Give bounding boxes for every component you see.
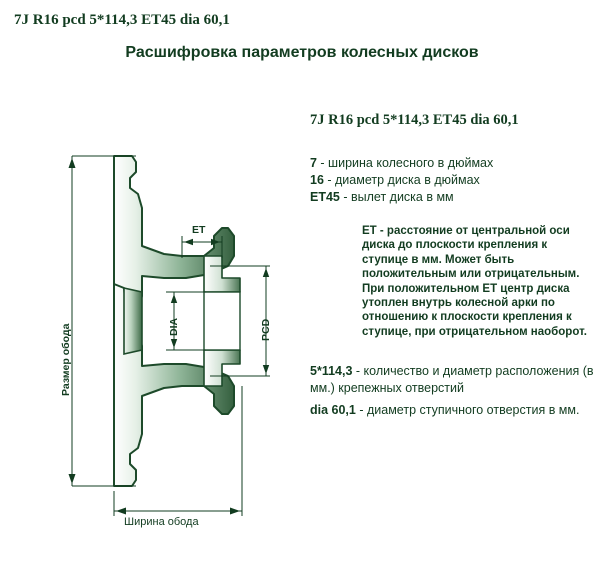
- legend-text-diameter: - диаметр диска в дюймах: [323, 173, 480, 187]
- legend-text-dia: - диаметр ступичного отверстия в мм.: [355, 403, 580, 418]
- legend-text-pcd: - количество и диаметр расположения (в мм.) крепежных отверстий: [310, 364, 594, 395]
- hub-mounting-pad-lower: [204, 350, 240, 386]
- legend-item-dia: [310, 402, 600, 419]
- legend-item-diameter: [310, 172, 600, 189]
- top-code-heading: 7J R16 pcd 5*114,3 ET45 dia 60,1: [14, 12, 230, 28]
- wheel-cross-section-diagram: [14, 96, 304, 546]
- legend-key-dia: dia 60,1: [310, 403, 356, 418]
- label-dia: DIA: [168, 317, 180, 336]
- label-et: ET: [192, 224, 206, 236]
- legend-text-et: - вылет диска в мм: [339, 190, 454, 204]
- label-pcd: PCD: [260, 318, 272, 341]
- legend-item-width: [310, 155, 600, 172]
- legend-key-pcd: 5*114,3: [310, 364, 353, 379]
- label-rim-width: Ширина обода: [124, 516, 199, 528]
- legend-panel: [310, 112, 600, 419]
- legend-item-pcd: [310, 363, 600, 396]
- hub-mounting-pad-upper: [204, 256, 240, 292]
- hub-bore: [204, 292, 240, 350]
- legend-item-et: [310, 189, 600, 206]
- page-title: Расшифровка параметров колесных дисков: [125, 44, 479, 61]
- legend-key-et: ET45: [310, 190, 340, 204]
- legend-key-width: 7: [310, 156, 317, 170]
- label-rim-size: Размер обода: [60, 323, 72, 396]
- wheel-center-disc: [124, 288, 142, 354]
- legend-et-note: ЕТ - расстояние от центральной оси диска до плоскости крепления к ступице в мм. Может быть положительным или отрицательным. При положительном ЕТ центр диска утоплен внутрь колесной арки по отношению к плоскости крепления к ступице, при отрицательном наоборот.: [362, 225, 587, 338]
- legend-text-width: - ширина колесного в дюймах: [316, 156, 494, 170]
- legend-code-heading: 7J R16 pcd 5*114,3 ET45 dia 60,1: [310, 112, 519, 128]
- legend-key-diameter: 16: [310, 173, 324, 187]
